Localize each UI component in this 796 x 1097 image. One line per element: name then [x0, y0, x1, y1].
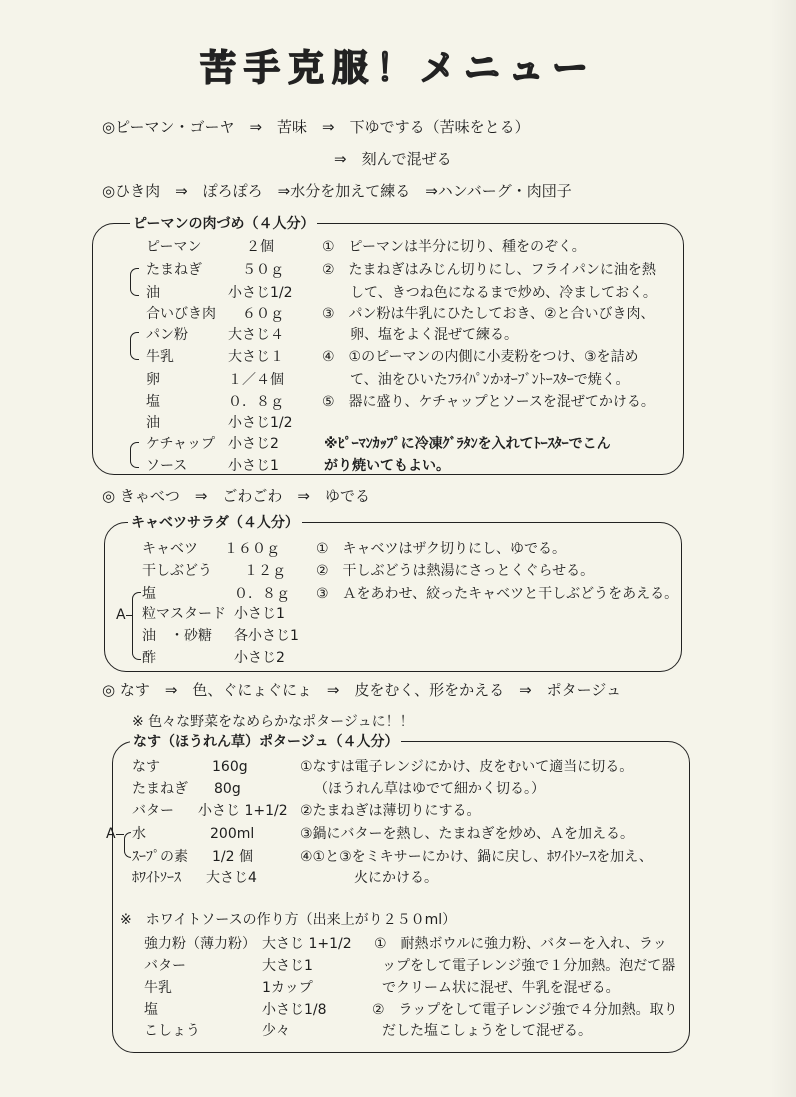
- white-sauce-step: ② ラップをして電子レンジ強で４分加熱。取り: [372, 1002, 678, 1018]
- white-sauce-ing-amount: 小さじ1/8: [262, 1002, 327, 1018]
- recipe1-step: ③ パン粉は牛乳にひたしておき、②と合いびき肉、: [322, 306, 655, 322]
- recipe3-step: ④①と③をミキサーにかけ、鍋に戻し、ﾎﾜｲﾄｿｰｽを加え、: [300, 849, 653, 865]
- recipe3-ing-amount: 小さじ 1+1/2: [198, 803, 288, 819]
- recipe2-ing-name: キャベツ: [142, 541, 198, 557]
- recipe1-ing-amount: 大さじ４: [228, 327, 284, 343]
- recipe3-ing-name: ﾎﾜｲﾄｿｰｽ: [132, 870, 181, 886]
- recipe1-ing-amount: 小さじ2: [228, 436, 279, 452]
- recipe2-ing-name: 酢: [142, 650, 156, 666]
- recipe3-step: ③鍋にバターを熱し、たまねぎを炒め、Ａを加える。: [300, 826, 634, 842]
- recipe1-ing-amount: ６０ｇ: [242, 306, 284, 322]
- recipe1-ing-name: たまねぎ: [146, 262, 202, 278]
- recipe1-step: ① ピーマンは半分に切り、種をのぞく。: [322, 239, 586, 255]
- recipe2-bracket-a: [132, 592, 141, 660]
- white-sauce-ing-name: 塩: [144, 1002, 158, 1018]
- recipe1-ing-name: 卵: [146, 372, 160, 388]
- section-nasu-line1: ◎ なす ⇒ 色、ぐにょぐにょ ⇒ 皮をむく、形をかえる ⇒ ポタージュ: [102, 681, 622, 699]
- recipe1-ing-amount: ２個: [246, 239, 274, 255]
- recipe3-step: ②たまねぎは薄切りにする。: [300, 803, 481, 819]
- recipe1-note: ※ﾋﾟｰﾏﾝｶｯﾌﾟに冷凍ｸﾞﾗﾀﾝを入れてﾄｰｽﾀｰでこん: [324, 436, 611, 452]
- recipe3-ing-amount: 80g: [214, 781, 241, 797]
- recipe1-step: て、油をひいたﾌﾗｲﾊﾟﾝかｵｰﾌﾞﾝﾄｰｽﾀｰで焼く。: [322, 372, 630, 388]
- recipe3-step: （ほうれん草はゆでて細かく切る。）: [314, 781, 545, 797]
- recipe3-ing-amount: 160g: [212, 759, 248, 775]
- recipe2-ing-amount: 小さじ1: [234, 606, 285, 622]
- recipe2-ing-name: 塩: [142, 586, 156, 602]
- white-sauce-ing-name: 牛乳: [144, 980, 172, 996]
- recipe1-ing-name: パン粉: [146, 327, 188, 343]
- recipe3-ing-name: たまねぎ: [132, 781, 188, 797]
- recipe2-step: ① キャベツはザク切りにし、ゆでる。: [316, 541, 566, 557]
- recipe3-title: なす（ほうれん草）ポタージュ（４人分）: [130, 734, 401, 750]
- recipe3-ing-name: バター: [132, 803, 174, 819]
- white-sauce-step: ① 耐熱ボウルに強力粉、バターを入れ、ラッ: [374, 936, 667, 952]
- recipe2-ing-amount: 小さじ2: [234, 650, 285, 666]
- recipe1-ing-amount: 小さじ1/2: [228, 285, 293, 301]
- white-sauce-ing-amount: 大さじ 1+1/2: [262, 936, 352, 952]
- section-piman-line1: ◎ピーマン・ゴーヤ ⇒ 苦味 ⇒ 下ゆでする（苦味をとる）: [102, 118, 530, 136]
- page-title: 苦手克服！メニュー: [199, 48, 596, 89]
- recipe1-ing-name: 牛乳: [146, 349, 174, 365]
- recipe1-ing-amount: 小さじ1/2: [228, 415, 293, 431]
- recipe1-bracket: [130, 442, 139, 468]
- white-sauce-ing-amount: 少々: [262, 1023, 290, 1039]
- recipe2-bracket-tick: [126, 615, 132, 616]
- recipe2-step: ② 干しぶどうは熱湯にさっとくぐらせる。: [316, 563, 595, 579]
- recipe1-step: ④ ①のピーマンの内側に小麦粉をつけ、③を詰め: [322, 349, 639, 365]
- white-sauce-ing-name: 強力粉（薄力粉）: [144, 936, 256, 952]
- recipe2-title: キャベツサラダ（４人分）: [128, 515, 302, 531]
- white-sauce-ing-name: こしょう: [144, 1023, 200, 1039]
- recipe2-ing-amount: １６０ｇ: [224, 541, 280, 557]
- white-sauce-title: ※ ホワイトソースの作り方（出来上がり２５０ml）: [120, 912, 457, 928]
- recipe1-ing-name: 塩: [146, 394, 160, 410]
- recipe1-ing-amount: 大さじ１: [228, 349, 284, 365]
- recipe1-ing-name: 油: [146, 285, 160, 301]
- recipe1-ing-name: 油: [146, 415, 160, 431]
- recipe2-ing-name: 油 ・砂糖: [142, 628, 212, 644]
- recipe1-title: ピーマンの肉づめ（４人分）: [130, 216, 317, 232]
- section-kyabetsu-line1: ◎ きゃべつ ⇒ ごわごわ ⇒ ゆでる: [102, 487, 370, 505]
- white-sauce-ing-amount: 大さじ1: [262, 958, 313, 974]
- section-nasu-note: ※ 色々な野菜をなめらかなポタージュに！！: [132, 714, 414, 730]
- recipe1-ing-name: ケチャップ: [146, 436, 216, 452]
- recipe1-ing-name: 合いびき肉: [146, 306, 216, 322]
- recipe1-note: がり焼いてもよい。: [324, 458, 450, 474]
- recipe1-bracket: [130, 268, 139, 296]
- white-sauce-ing-amount: 1カップ: [262, 980, 313, 996]
- recipe3-step: ①なすは電子レンジにかけ、皮をむいて適当に切る。: [300, 759, 634, 775]
- recipe1-ing-amount: ０．８ｇ: [228, 394, 284, 410]
- recipe1-ing-name: ソース: [146, 458, 188, 474]
- recipe1-step: 卵、塩をよく混ぜて練る。: [322, 327, 518, 343]
- recipe1-ing-amount: １／４個: [228, 372, 284, 388]
- white-sauce-step: ップをして電子レンジ強で１分加熱。泡だて器: [382, 958, 676, 974]
- recipe2-group-label: A: [116, 607, 126, 623]
- recipe2-ing-amount: １２ｇ: [244, 563, 286, 579]
- recipe2-step: ③ Ａをあわせ、絞ったキャベツと干しぶどうをあえる。: [316, 586, 679, 602]
- recipe3-ing-name: 水: [132, 826, 146, 842]
- recipe2-ing-name: 干しぶどう: [142, 563, 212, 579]
- recipe3-step: 火にかける。: [354, 870, 438, 886]
- recipe2-ing-amount: 各小さじ1: [234, 628, 299, 644]
- recipe2-ing-amount: ０．８ｇ: [234, 586, 290, 602]
- scan-edge-shadow: [770, 0, 796, 1097]
- recipe1-ing-name: ピーマン: [146, 239, 202, 255]
- recipe3-ing-name: ｽｰﾌﾟの素: [132, 849, 188, 865]
- recipe3-ing-amount: 1/2 個: [212, 849, 253, 865]
- recipe1-ing-amount: 小さじ1: [228, 458, 279, 474]
- recipe3-group-label: A: [106, 826, 116, 842]
- recipe1-step: して、きつね色になるまで炒め、冷ましておく。: [322, 285, 657, 301]
- section-hikiniku-line1: ◎ひき肉 ⇒ ぽろぽろ ⇒水分を加えて練る ⇒ハンバーグ・肉団子: [102, 182, 572, 200]
- white-sauce-ing-name: バター: [144, 958, 186, 974]
- white-sauce-step: だした塩こしょうをして混ぜる。: [382, 1023, 592, 1039]
- recipe1-step: ② たまねぎはみじん切りにし、フライパンに油を熱: [322, 262, 656, 278]
- white-sauce-step: でクリーム状に混ぜ、牛乳を混ぜる。: [382, 980, 620, 996]
- recipe2-ing-name: 粒マスタード: [142, 606, 226, 622]
- recipe3-bracket-a: [124, 832, 131, 858]
- section-piman-line2: ⇒ 刻んで混ぜる: [334, 150, 452, 168]
- recipe1-step: ⑤ 器に盛り、ケチャップとソースを混ぜてかける。: [322, 394, 655, 410]
- recipe3-bracket-tick: [116, 834, 124, 835]
- recipe3-ing-amount: 200ml: [210, 826, 255, 842]
- recipe1-ing-amount: ５０ｇ: [242, 262, 284, 278]
- recipe1-bracket: [130, 332, 139, 360]
- recipe3-ing-amount: 大さじ4: [206, 870, 257, 886]
- recipe3-ing-name: なす: [132, 759, 160, 775]
